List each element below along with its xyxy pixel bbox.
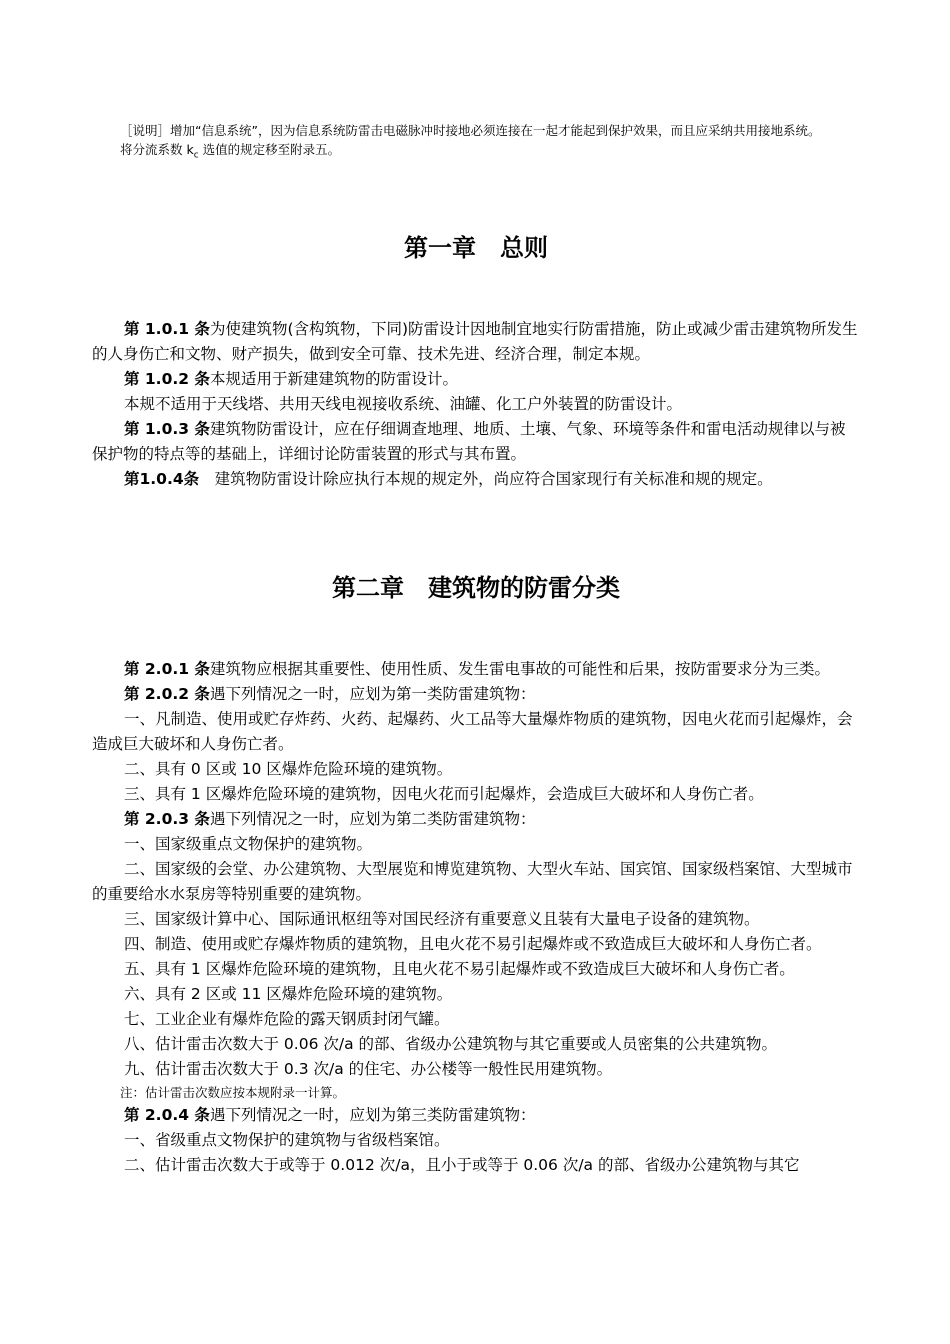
- list-item: 九、估计雷击次数大于 0.3 次/a 的住宅、办公楼等一般性民用建筑物。: [124, 1060, 613, 1078]
- chapter-title: 第二章 建筑物的防雷分类: [332, 574, 620, 602]
- article-text: 遇下列情况之一时，应划为第三类防雷建筑物：: [209, 1106, 536, 1124]
- article-label: 第 1.0.1 条: [124, 320, 210, 338]
- note-line: [92, 140, 860, 166]
- list-item: 三、具有 1 区爆炸危险环境的建筑物，因电火花而引起爆炸，会造成巨大破坏和人身伤亡者。: [124, 785, 764, 803]
- note-line: ［说明］增加“信息系统”，因为信息系统防雷击电磁脉冲时接地必须连接在一起才能起到保护效果，而且应采纳共用接地系统。: [120, 123, 821, 138]
- article-text: 建筑物应根据其重要性、使用性质、发生雷电事故的可能性和后果，按防雷要求分为三类。: [209, 660, 830, 678]
- article-label: 第1.0.4条: [124, 470, 200, 488]
- list-item: 一、国家级重点文物保护的建筑物。: [124, 835, 373, 853]
- article-text: 建筑物防雷设计除应执行本规的规定外，尚应符合国家现行有关标准和规的规定。: [199, 470, 773, 488]
- list-item: 一、省级重点文物保护的建筑物与省级档案馆。: [124, 1131, 450, 1149]
- article-paragraph: [92, 367, 860, 392]
- article-label: 第 1.0.2 条: [124, 370, 210, 388]
- article-label: 第 2.0.2 条: [124, 685, 210, 703]
- list-item: 八、估计雷击次数大于 0.06 次/a 的部、省级办公建筑物与其它重要或人员密集的公共建筑物。: [124, 1035, 778, 1053]
- article-text: 建筑物防雷设计，应在仔细调查地理、地质、土壤、气象、环境等条件和雷电活动规律以与被保护物的特点等的基础上，详细讨论防雷装置的形式与其布置。: [92, 420, 846, 463]
- list-item: 二、国家级的会堂、办公建筑物、大型展览和博览建筑物、大型火车站、国宾馆、国家级档案馆、大型城市的重要给水水泵房等特别重要的建筑物。: [92, 860, 853, 903]
- article-label: 第 2.0.3 条: [124, 810, 210, 828]
- article-text: 本规适用于新建建筑物的防雷设计。: [209, 370, 458, 388]
- list-item: 三、国家级计算中心、国际通讯枢纽等对国民经济有重要意义且装有大量电子设备的建筑物。: [124, 910, 760, 928]
- chapter-1-body: [92, 317, 860, 492]
- article-paragraph: [92, 1103, 860, 1128]
- chapter-2-body: [92, 657, 860, 1178]
- note-text: 选值的规定移至附录五。: [198, 142, 341, 157]
- article-text: 遇下列情况之一时，应划为第一类防雷建筑物：: [209, 685, 536, 703]
- article-paragraph: [92, 807, 860, 832]
- article-label: 第 2.0.1 条: [124, 660, 210, 678]
- article-text: 为使建筑物(含构筑物，下同)防雷设计因地制宜地实行防雷措施，防止或减少雷击建筑物所发生的人身伤亡和文物、财产损失，做到安全可靠、技术先进、经济合理，制定本规。: [92, 320, 858, 363]
- note-subscript: c: [193, 150, 199, 161]
- article-paragraph: [92, 467, 860, 492]
- note-text: 将分流系数 k: [120, 142, 194, 157]
- list-item: 四、制造、使用或贮存爆炸物质的建筑物，且电火花不易引起爆炸或不致造成巨大破坏和人身伤亡者。: [124, 935, 822, 953]
- list-item: 七、工业企业有爆炸危险的露天钢质封闭气罐。: [124, 1010, 450, 1028]
- article-paragraph: [92, 657, 860, 682]
- chapter-title: 第一章 总则: [404, 234, 548, 262]
- article-paragraph: [92, 417, 860, 467]
- list-item: 六、具有 2 区或 11 区爆炸危险环境的建筑物。: [124, 985, 453, 1003]
- article-text: 本规不适用于天线塔、共用天线电视接收系统、油罐、化工户外装置的防雷设计。: [124, 395, 683, 413]
- article-paragraph: [92, 317, 860, 367]
- article-text: 遇下列情况之一时，应划为第二类防雷建筑物：: [209, 810, 536, 828]
- list-item: 二、具有 0 区或 10 区爆炸危险环境的建筑物。: [124, 760, 453, 778]
- article-paragraph: [92, 682, 860, 707]
- article-label: 第 2.0.4 条: [124, 1106, 210, 1124]
- list-item: 二、估计雷击次数大于或等于 0.012 次/a，且小于或等于 0.06 次/a 的部、省级办公建筑物与其它: [124, 1156, 800, 1174]
- article-paragraph: [92, 392, 860, 417]
- list-item: 五、具有 1 区爆炸危险环境的建筑物，且电火花不易引起爆炸或不致造成巨大破坏和人身伤亡者。: [124, 960, 795, 978]
- explanation-note: [92, 121, 860, 166]
- list-item: 一、凡制造、使用或贮存炸药、火药、起爆药、火工品等大量爆炸物质的建筑物，因电火花而引起爆炸，会造成巨大破坏和人身伤亡者。: [92, 710, 853, 753]
- footnote: 注：估计雷击次数应按本规附录一计算。: [120, 1085, 346, 1100]
- article-label: 第 1.0.3 条: [124, 420, 210, 438]
